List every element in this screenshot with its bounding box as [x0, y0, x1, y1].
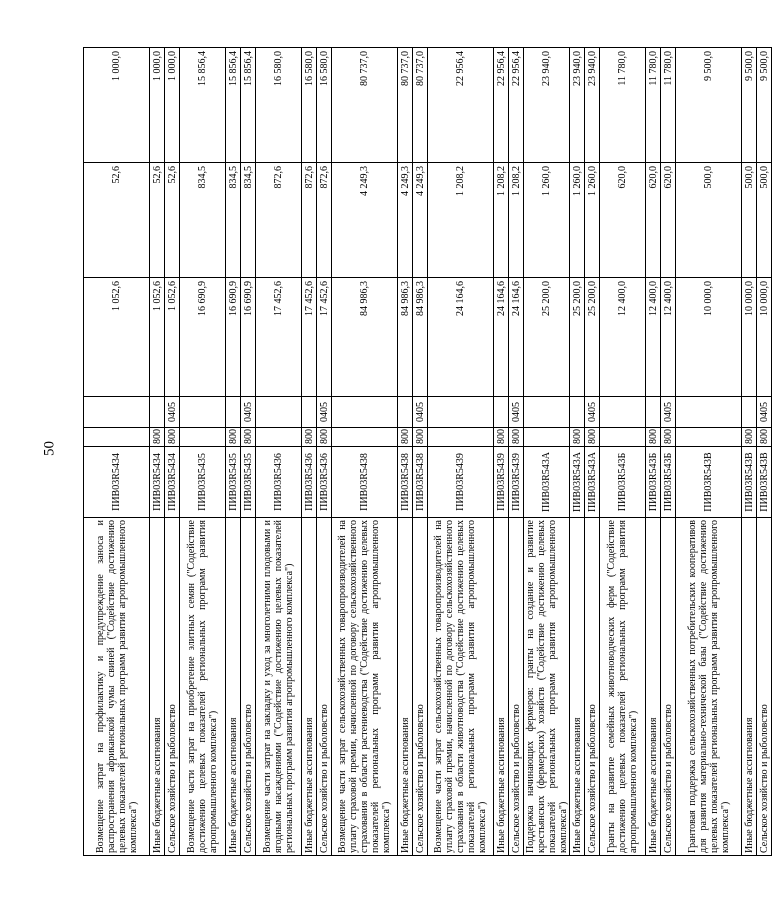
amount-federal: 22 956,4: [509, 48, 524, 163]
table-row: [84, 48, 150, 856]
amount-total: 10 000,0: [676, 278, 742, 397]
row-name: Иные бюджетные ассигнования: [398, 518, 413, 856]
row-name: Возмещение части затрат сельскохозяйственных товаропроизводителей на уплату страховой премии, начисленной по договору сельскохозяйственного страхования в области растениеводства ("Содействие достижению целевых показателей региональных программ развития агропромышленного комплекса"): [332, 518, 398, 856]
amount-total: 84 986,3: [398, 278, 413, 397]
table-row: [428, 48, 494, 856]
section-code: [494, 397, 509, 428]
row-name: Гранты на развитие семейных животноводческих ферм ("Содействие достижению целевых показателей региональных программ развития агропромышленного комплекса"): [600, 518, 646, 856]
amount-total: 1 052,6: [165, 278, 180, 397]
target-code: ПИВ03R5436: [256, 447, 302, 518]
expense-type: 800: [165, 428, 180, 447]
expense-type: 800: [494, 428, 509, 447]
amount-regional: 834,5: [241, 163, 256, 278]
amount-total: 17 452,6: [256, 278, 302, 397]
amount-regional: 1 260,0: [524, 163, 570, 278]
amount-regional: 500,0: [742, 163, 757, 278]
amount-regional: 620,0: [646, 163, 661, 278]
amount-regional: 1 260,0: [585, 163, 600, 278]
expense-type: [180, 428, 226, 447]
section-code: [524, 397, 570, 428]
expense-type: 800: [742, 428, 757, 447]
row-name: Иные бюджетные ассигнования: [570, 518, 585, 856]
table-row: [241, 48, 256, 856]
table-row: [180, 48, 226, 856]
section-code: [180, 397, 226, 428]
section-code: [302, 397, 317, 428]
expense-type: 800: [398, 428, 413, 447]
table-row: [226, 48, 241, 856]
row-name: Иные бюджетные ассигнования: [150, 518, 165, 856]
amount-federal: 15 856,4: [226, 48, 241, 163]
row-name: Возмещение затрат на профилактику и предупреждение заноса и распространения африканской чумы свиней ("Содействие достижению целевых показателей региональных программ развития агропромышленного комплекса"): [84, 518, 150, 856]
amount-federal: 9 500,0: [676, 48, 742, 163]
amount-federal: 15 856,4: [180, 48, 226, 163]
amount-federal: 80 737,0: [413, 48, 428, 163]
target-code: ПИВ03R5439: [509, 447, 524, 518]
target-code: ПИВ03R543А: [570, 447, 585, 518]
amount-total: 16 690,9: [241, 278, 256, 397]
expense-type: [256, 428, 302, 447]
amount-total: 84 986,3: [332, 278, 398, 397]
amount-total: 16 690,9: [180, 278, 226, 397]
table-row: [742, 48, 757, 856]
amount-federal: 1 000,0: [84, 48, 150, 163]
row-name: Иные бюджетные ассигнования: [226, 518, 241, 856]
amount-regional: 872,6: [256, 163, 302, 278]
target-code: ПИВ03R5434: [150, 447, 165, 518]
amount-total: 17 452,6: [302, 278, 317, 397]
amount-regional: 1 260,0: [570, 163, 585, 278]
expense-type: 800: [661, 428, 676, 447]
amount-federal: 22 956,4: [494, 48, 509, 163]
amount-regional: 4 249,3: [398, 163, 413, 278]
expense-type: 800: [302, 428, 317, 447]
expense-type: 800: [646, 428, 661, 447]
amount-total: 16 690,9: [226, 278, 241, 397]
amount-federal: 9 500,0: [742, 48, 757, 163]
row-name: Поддержка начинающих фермеров: гранты на создание и развитие крестьянских (фермерских) хозяйств ("Содействие достижению целевых показателей региональных программ развития агропромышленного комплекса"): [524, 518, 570, 856]
row-name: Сельское хозяйство и рыболовство: [661, 518, 676, 856]
table-row: [302, 48, 317, 856]
target-code: ПИВ03R5436: [317, 447, 332, 518]
table-row: [524, 48, 570, 856]
amount-regional: 834,5: [226, 163, 241, 278]
row-name: Сельское хозяйство и рыболовство: [509, 518, 524, 856]
budget-table: [83, 47, 772, 856]
row-name: Возмещение части затрат сельскохозяйственных товаропроизводителей на уплату страховой премии, начисленной по договору сельскохозяйственного страхования в области животноводства ("Содействие достижению целевых показателей региональных программ развития агропромышленного комплекса"): [428, 518, 494, 856]
row-name: Сельское хозяйство и рыболовство: [165, 518, 180, 856]
page-number: 50: [41, 441, 58, 456]
row-name: Иные бюджетные ассигнования: [646, 518, 661, 856]
section-code: 0405: [165, 397, 180, 428]
amount-total: 12 400,0: [661, 278, 676, 397]
row-name: Сельское хозяйство и рыболовство: [757, 518, 772, 856]
budget-table-body: [84, 48, 772, 856]
section-code: [398, 397, 413, 428]
expense-type: [84, 428, 150, 447]
target-code: ПИВ03R543А: [585, 447, 600, 518]
amount-federal: 11 780,0: [600, 48, 646, 163]
amount-total: 1 052,6: [84, 278, 150, 397]
amount-federal: 1 000,0: [165, 48, 180, 163]
row-name: Сельское хозяйство и рыболовство: [241, 518, 256, 856]
target-code: ПИВ03R5438: [398, 447, 413, 518]
amount-total: 10 000,0: [742, 278, 757, 397]
target-code: ПИВ03R5435: [241, 447, 256, 518]
target-code: ПИВ03R5434: [84, 447, 150, 518]
target-code: ПИВ03R5434: [165, 447, 180, 518]
table-row: [676, 48, 742, 856]
section-code: [150, 397, 165, 428]
amount-federal: 15 856,4: [241, 48, 256, 163]
target-code: ПИВ03R543Б: [600, 447, 646, 518]
amount-federal: 11 780,0: [646, 48, 661, 163]
amount-regional: 500,0: [676, 163, 742, 278]
section-code: [676, 397, 742, 428]
amount-regional: 872,6: [317, 163, 332, 278]
amount-total: 17 452,6: [317, 278, 332, 397]
section-code: [332, 397, 398, 428]
target-code: ПИВ03R543В: [676, 447, 742, 518]
amount-regional: 1 208,2: [494, 163, 509, 278]
amount-total: 12 400,0: [646, 278, 661, 397]
amount-federal: 16 580,0: [302, 48, 317, 163]
target-code: ПИВ03R5435: [180, 447, 226, 518]
table-row: [494, 48, 509, 856]
amount-federal: 1 000,0: [150, 48, 165, 163]
target-code: ПИВ03R5436: [302, 447, 317, 518]
amount-regional: 52,6: [150, 163, 165, 278]
expense-type: 800: [226, 428, 241, 447]
amount-total: 84 986,3: [413, 278, 428, 397]
table-row: [256, 48, 302, 856]
section-code: 0405: [661, 397, 676, 428]
section-code: 0405: [757, 397, 772, 428]
amount-regional: 1 208,2: [428, 163, 494, 278]
section-code: [84, 397, 150, 428]
amount-regional: 52,6: [84, 163, 150, 278]
amount-regional: 620,0: [600, 163, 646, 278]
amount-regional: 4 249,3: [413, 163, 428, 278]
target-code: ПИВ03R543Б: [646, 447, 661, 518]
budget-table-container: [83, 48, 770, 856]
amount-federal: 16 580,0: [317, 48, 332, 163]
section-code: [226, 397, 241, 428]
target-code: ПИВ03R543А: [524, 447, 570, 518]
expense-type: [600, 428, 646, 447]
expense-type: 800: [241, 428, 256, 447]
table-row: [757, 48, 772, 856]
table-row: [150, 48, 165, 856]
section-code: 0405: [413, 397, 428, 428]
amount-total: 25 200,0: [570, 278, 585, 397]
table-row: [413, 48, 428, 856]
amount-regional: 4 249,3: [332, 163, 398, 278]
amount-total: 25 200,0: [585, 278, 600, 397]
amount-regional: 52,6: [165, 163, 180, 278]
amount-regional: 834,5: [180, 163, 226, 278]
row-name: Возмещение части затрат на закладку и уход за многолетними плодовыми и ягодными насаждениями ("Содействие достижению целевых показателей региональных программ развития агропромышленного комплекса"): [256, 518, 302, 856]
amount-regional: 872,6: [302, 163, 317, 278]
expense-type: [428, 428, 494, 447]
target-code: ПИВ03R5439: [428, 447, 494, 518]
amount-federal: 23 940,0: [585, 48, 600, 163]
expense-type: [332, 428, 398, 447]
amount-total: 24 164,6: [509, 278, 524, 397]
amount-total: 25 200,0: [524, 278, 570, 397]
target-code: ПИВ03R5435: [226, 447, 241, 518]
amount-regional: 500,0: [757, 163, 772, 278]
section-code: 0405: [317, 397, 332, 428]
amount-federal: 22 956,4: [428, 48, 494, 163]
target-code: ПИВ03R5438: [413, 447, 428, 518]
table-row: [398, 48, 413, 856]
section-code: [570, 397, 585, 428]
amount-regional: 1 208,2: [509, 163, 524, 278]
section-code: [428, 397, 494, 428]
section-code: [600, 397, 646, 428]
expense-type: 800: [150, 428, 165, 447]
table-row: [570, 48, 585, 856]
amount-federal: 16 580,0: [256, 48, 302, 163]
section-code: [256, 397, 302, 428]
amount-federal: 9 500,0: [757, 48, 772, 163]
row-name: Сельское хозяйство и рыболовство: [585, 518, 600, 856]
amount-federal: 80 737,0: [398, 48, 413, 163]
table-row: [585, 48, 600, 856]
expense-type: [524, 428, 570, 447]
section-code: [742, 397, 757, 428]
row-name: Сельское хозяйство и рыболовство: [413, 518, 428, 856]
amount-total: 10 000,0: [757, 278, 772, 397]
expense-type: 800: [317, 428, 332, 447]
amount-federal: 23 940,0: [570, 48, 585, 163]
expense-type: 800: [570, 428, 585, 447]
expense-type: 800: [757, 428, 772, 447]
row-name: Возмещение части затрат на приобретение элитных семян ("Содействие достижению целевых показателей региональных программ развития агропромышленного комплекса"): [180, 518, 226, 856]
expense-type: 800: [509, 428, 524, 447]
amount-federal: 11 780,0: [661, 48, 676, 163]
table-row: [165, 48, 180, 856]
table-row: [646, 48, 661, 856]
table-row: [317, 48, 332, 856]
section-code: 0405: [585, 397, 600, 428]
section-code: 0405: [241, 397, 256, 428]
amount-federal: 23 940,0: [524, 48, 570, 163]
expense-type: 800: [585, 428, 600, 447]
amount-total: 24 164,6: [494, 278, 509, 397]
row-name: Иные бюджетные ассигнования: [742, 518, 757, 856]
table-row: [600, 48, 646, 856]
table-row: [509, 48, 524, 856]
amount-total: 1 052,6: [150, 278, 165, 397]
expense-type: [676, 428, 742, 447]
amount-federal: 80 737,0: [332, 48, 398, 163]
row-name: Иные бюджетные ассигнования: [302, 518, 317, 856]
amount-total: 24 164,6: [428, 278, 494, 397]
amount-total: 12 400,0: [600, 278, 646, 397]
table-row: [332, 48, 398, 856]
target-code: ПИВ03R5439: [494, 447, 509, 518]
section-code: 0405: [509, 397, 524, 428]
row-name: Грантовая поддержка сельскохозяйственных потребительских кооперативов для развития материально-технической базы ("Содействие достижению целевых показателей региональных программ развития агропромышленного комплекса"): [676, 518, 742, 856]
target-code: ПИВ03R543В: [757, 447, 772, 518]
section-code: [646, 397, 661, 428]
expense-type: 800: [413, 428, 428, 447]
target-code: ПИВ03R543Б: [661, 447, 676, 518]
amount-regional: 620,0: [661, 163, 676, 278]
row-name: Иные бюджетные ассигнования: [494, 518, 509, 856]
target-code: ПИВ03R5438: [332, 447, 398, 518]
row-name: Сельское хозяйство и рыболовство: [317, 518, 332, 856]
target-code: ПИВ03R543В: [742, 447, 757, 518]
table-row: [661, 48, 676, 856]
